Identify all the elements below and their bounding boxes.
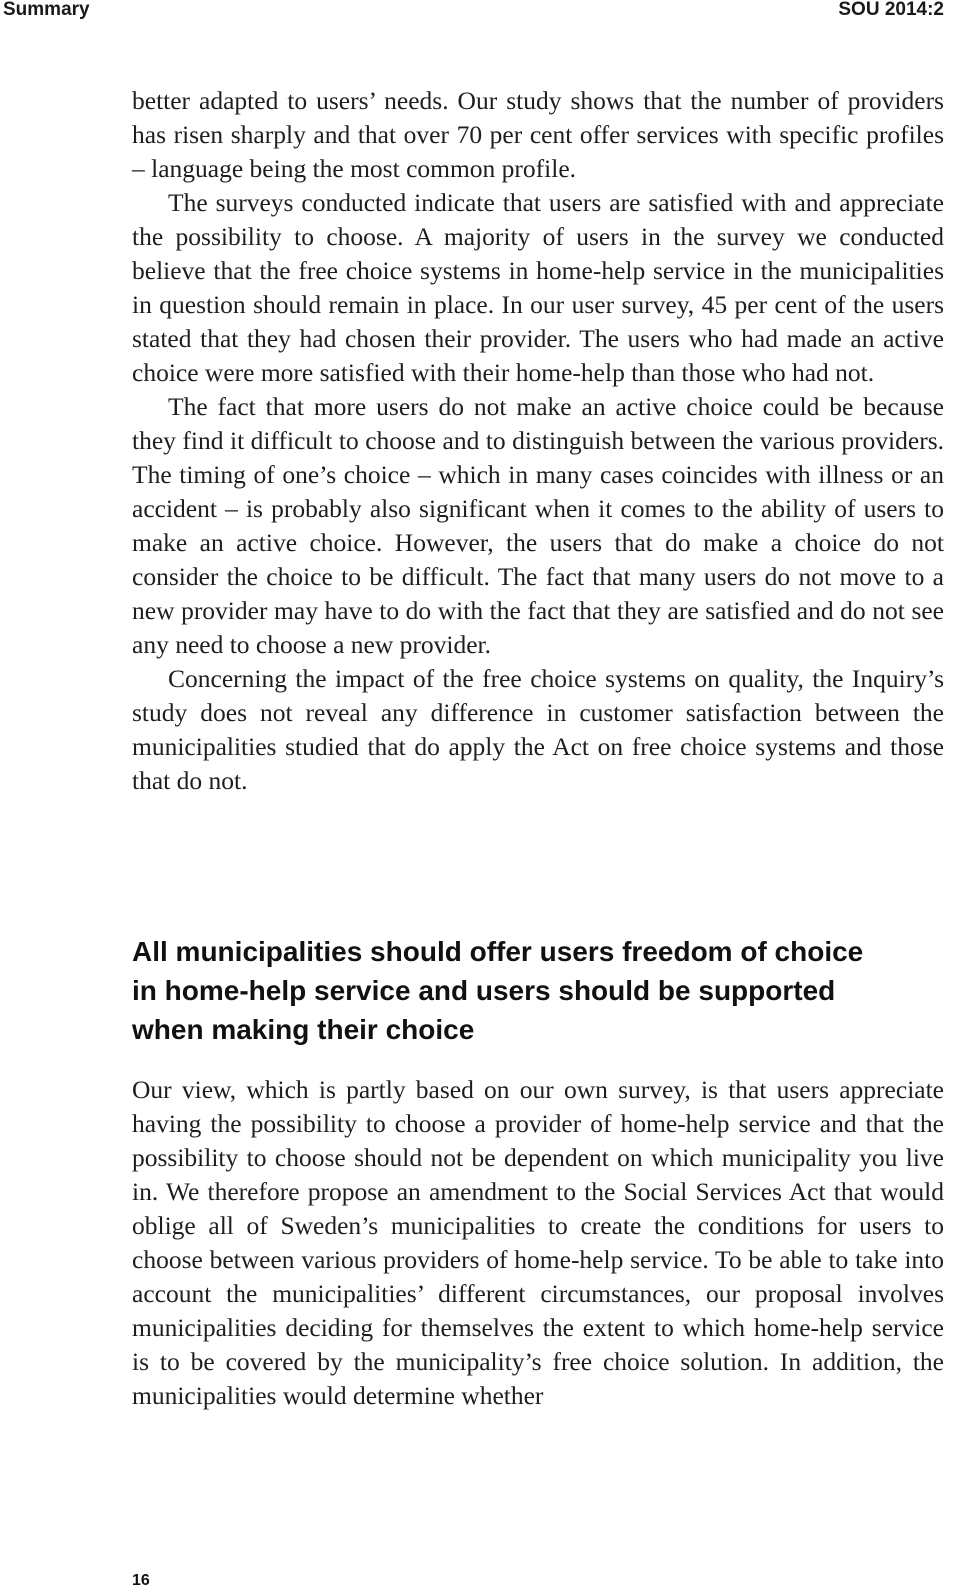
paragraph: The fact that more users do not make an active choice could be because they find it difficult to choose and to distinguish between the various providers. The timing of one’s choice – which in many cases coincides with illness or an accident – is probably also significant when it comes to the ability of users to make an active choice. However, the users that do make a choice do not consider the choice to be difficult. The fact that many users do not move to a new provider may have to do with the fact that they are satisfied and do not see any need to choose a new provider. xyxy=(132,392,944,659)
paragraph: Concerning the impact of the free choice systems on quality, the Inquiry’s study does not reveal any difference in customer satisfaction between the municipalities studied that do apply the Act on free choice systems and those that do not. xyxy=(132,664,944,795)
paragraph: better adapted to users’ needs. Our study shows that the number of providers has risen sharply and that over 70 per cent offer services with specific profiles – language being the most common profile. xyxy=(132,86,944,183)
page-number: 16 xyxy=(132,1572,150,1589)
running-header-section: Summary xyxy=(3,0,90,20)
section-heading-line: when making their choice xyxy=(132,1014,475,1045)
body-text-section-2 xyxy=(132,1073,944,1413)
running-header xyxy=(0,0,960,22)
section-heading-line: in home-help service and users should be supported xyxy=(132,975,836,1006)
body-text-section-1 xyxy=(132,84,944,798)
paragraph: The surveys conducted indicate that users are satisfied with and appreciate the possibility to choose. A majority of users in the survey we conducted believe that the free choice systems in home-help service in the municipalities in question should remain in place. In our user survey, 45 per cent of the users stated that they had chosen their provider. The users who had made an active choice were more satisfied with their home-help than those who had not. xyxy=(132,188,944,387)
section-heading-line: All municipalities should offer users freedom of choice xyxy=(132,936,864,967)
running-header-report-id: SOU 2014:2 xyxy=(838,0,944,20)
paragraph: Our view, which is partly based on our own survey, is that users appreciate having the possibility to choose a provider of home-help service and that the possibility to choose should not be dependent on which municipality you live in. We therefore propose an amendment to the Social Services Act that would oblige all of Sweden’s municipalities to create the conditions for users to choose between various providers of home-help service. To be able to take into account the municipalities’ different circumstances, our proposal involves municipalities deciding for themselves the extent to which home-help service is to be covered by the municipality’s free choice solution. In addition, the municipalities would determine whether xyxy=(132,1075,944,1410)
section-heading xyxy=(132,932,944,1049)
